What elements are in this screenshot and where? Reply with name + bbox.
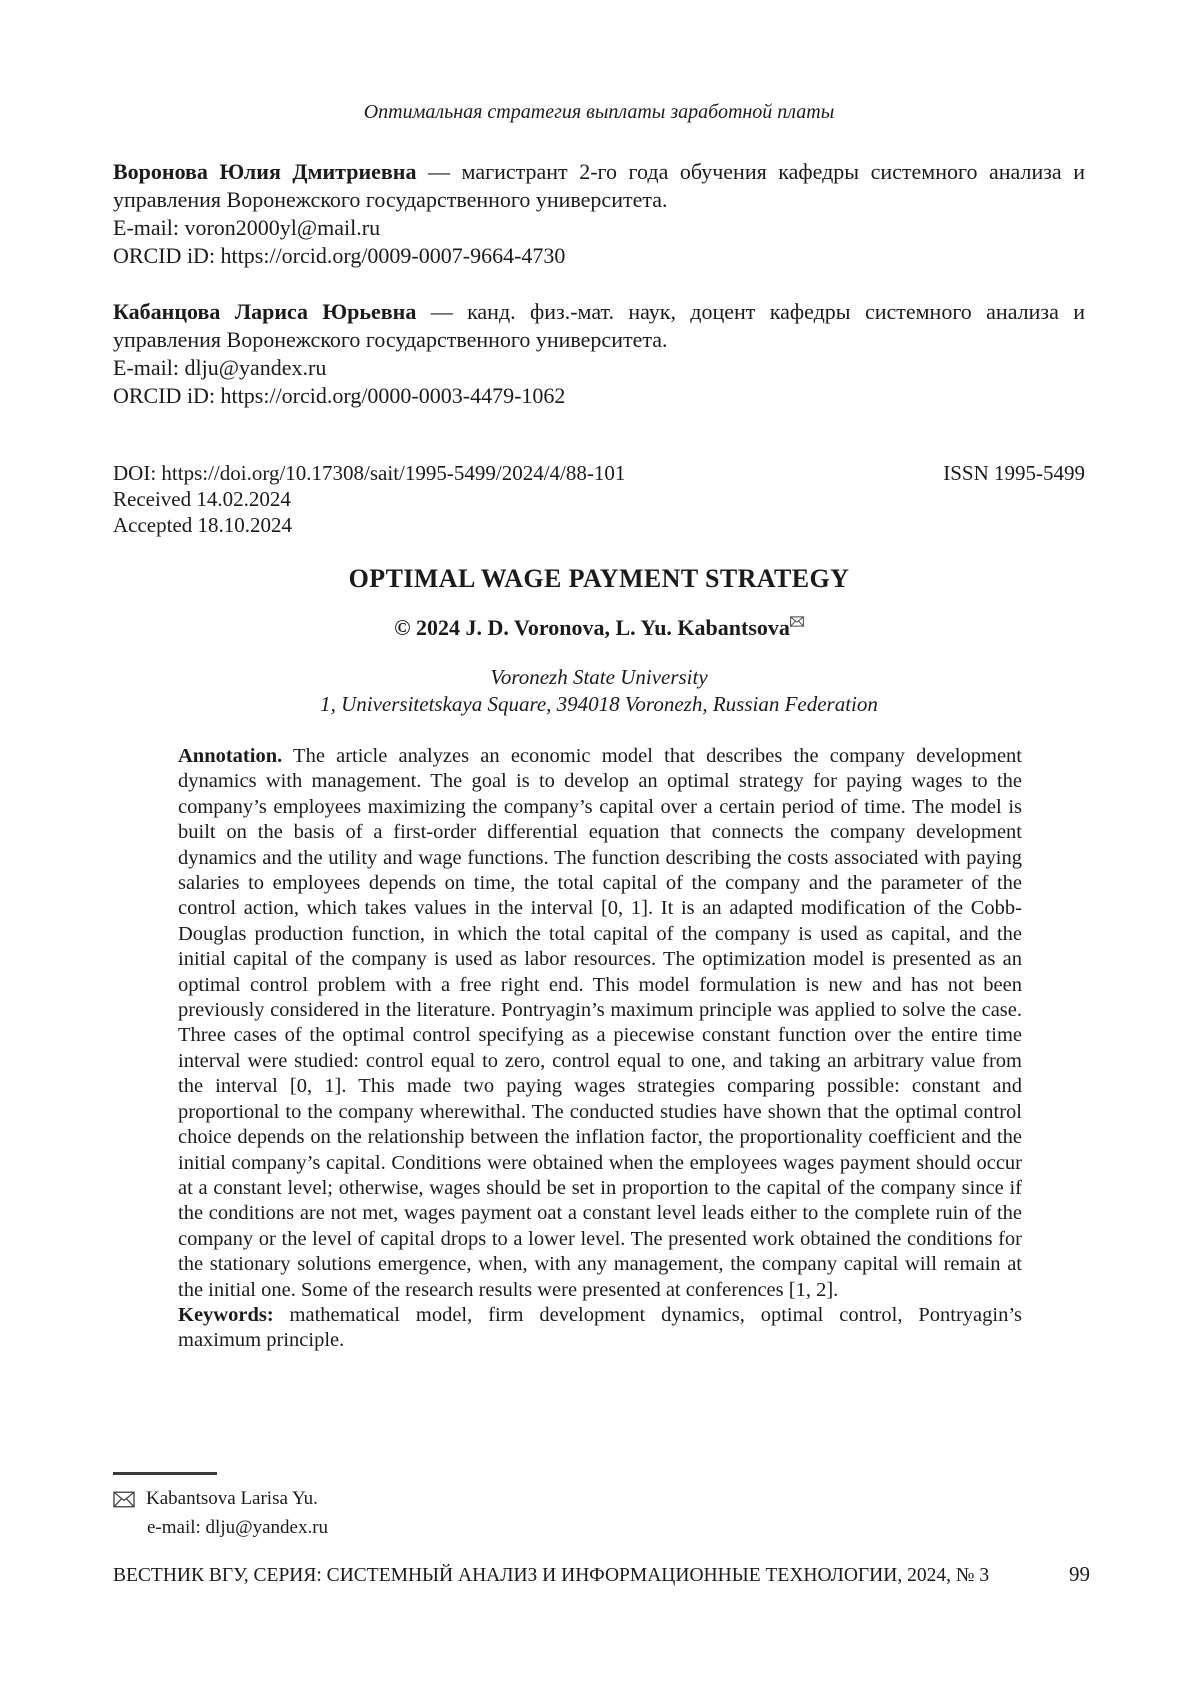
correspondent-email: e-mail: dlju@yandex.ru bbox=[147, 1517, 329, 1538]
envelope-icon bbox=[790, 616, 804, 627]
byline-text: © 2024 J. D. Voronova, L. Yu. Kabantsova bbox=[394, 615, 790, 640]
running-head: Оптимальная стратегия выплаты заработной платы bbox=[363, 101, 835, 123]
author-orcid: ORCID iD: https://orcid.org/0009-0007-9664-4730 bbox=[113, 243, 566, 268]
correspondent-line bbox=[113, 1487, 328, 1511]
article-title: OPTIMAL WAGE PAYMENT STRATEGY bbox=[348, 564, 850, 593]
author-name: Воронова Юлия Дмитриевна bbox=[113, 159, 417, 184]
author-description: — магистрант 2-го года обучения кафедры системного анализа и управления Воронежского государственного университета. bbox=[113, 159, 1085, 212]
corresponding-author-marker bbox=[790, 615, 804, 630]
doi-issn-row bbox=[113, 460, 1085, 486]
keywords-paragraph bbox=[178, 1303, 1022, 1354]
doi: DOI: https://doi.org/10.17308/sait/1995-5499/2024/4/88-101 bbox=[113, 461, 626, 485]
author-info-kabantsova bbox=[113, 298, 1085, 410]
issn: ISSN 1995-5499 bbox=[943, 461, 1085, 485]
affiliation-address: 1, Universitetskaya Square, 394018 Voronezh, Russian Federation bbox=[320, 692, 878, 716]
annotation-label: Annotation. bbox=[178, 745, 283, 767]
affiliation bbox=[113, 664, 1085, 718]
article-byline bbox=[113, 614, 1085, 642]
page-number: 99 bbox=[1069, 1562, 1090, 1586]
accepted-date: Accepted 18.10.2024 bbox=[113, 513, 293, 537]
page-footer bbox=[113, 1562, 1090, 1588]
article-meta bbox=[113, 460, 1085, 538]
footnote-divider bbox=[113, 1472, 217, 1475]
author-email: E-mail: voron2000yl@mail.ru bbox=[113, 215, 381, 240]
keywords-text: mathematical model, firm development dynamics, optimal control, Pontryagin’s maximum principle. bbox=[178, 1303, 1022, 1352]
received-date: Received 14.02.2024 bbox=[113, 487, 291, 511]
author-email: E-mail: dlju@yandex.ru bbox=[113, 355, 327, 380]
author-name: Кабанцова Лариса Юрьевна bbox=[113, 299, 417, 324]
footer-journal-title: ВЕСТНИК ВГУ, СЕРИЯ: СИСТЕМНЫЙ АНАЛИЗ И ИНФОРМАЦИОННЫЕ ТЕХНОЛОГИИ, 2024, № 3 bbox=[113, 1565, 990, 1586]
correspondent-name: Kabantsova Larisa Yu. bbox=[146, 1488, 318, 1509]
annotation-paragraph bbox=[178, 744, 1022, 1303]
author-orcid: ORCID iD: https://orcid.org/0000-0003-4479-1062 bbox=[113, 383, 566, 408]
annotation-text: The article analyzes an economic model that describes the company development dynamics with management. The goal is to develop an optimal strategy for paying wages to the company’s employees maximizing the company’s capital over a certain period of time. The model is built on the basis of a first-order differential equation that connects the company development dynamics and the utility and wage functions. The function describing the costs associated with paying salaries to employees depends on time, the total capital of the company and the parameter of the control action, which takes values in the interval [0, 1]. It is an adapted modification of the Cobb-Douglas production function, in which the total capital of the company is used as capital, and the initial capital of the company is used as labor resources. The optimization model is presented as an optimal control problem with a free right end. This model formulation is new and has not been previously considered in the literature. Pontryagin’s maximum principle was applied to solve the case. Three cases of the optimal control specifying as a piecewise constant function over the entire time interval were studied: control equal to zero, control equal to one, and taking an arbitrary value from the interval [0, 1]. This made two paying wages strategies comparing possible: constant and proportional to the company wherewithal. The conducted studies have shown that the optimal control choice depends on the relationship between the inflation factor, the proportionality coefficient and the initial company’s capital. Conditions were obtained when the employees wages payment should occur at a constant level; otherwise, wages should be set in proportion to the capital of the company since if the conditions are not met, wages payment oat a constant level leads either to the complete ruin of the company or the level of capital drops to a lower level. The presented work obtained the conditions for the stationary solutions emergence, when, with any management, the company capital will remain at the initial one. Some of the research results were presented at conferences [1, 2]. bbox=[178, 745, 1022, 1301]
author-info-voronova bbox=[113, 158, 1085, 270]
annotation-block bbox=[178, 744, 1022, 1354]
author-description: — канд. физ.-мат. наук, доцент кафедры системного анализа и управления Воронежского государственного университета. bbox=[113, 299, 1085, 352]
affiliation-university: Voronezh State University bbox=[490, 665, 708, 689]
correspondence-footnote bbox=[113, 1472, 328, 1540]
keywords-label: Keywords: bbox=[178, 1303, 274, 1326]
envelope-icon bbox=[113, 1491, 135, 1508]
